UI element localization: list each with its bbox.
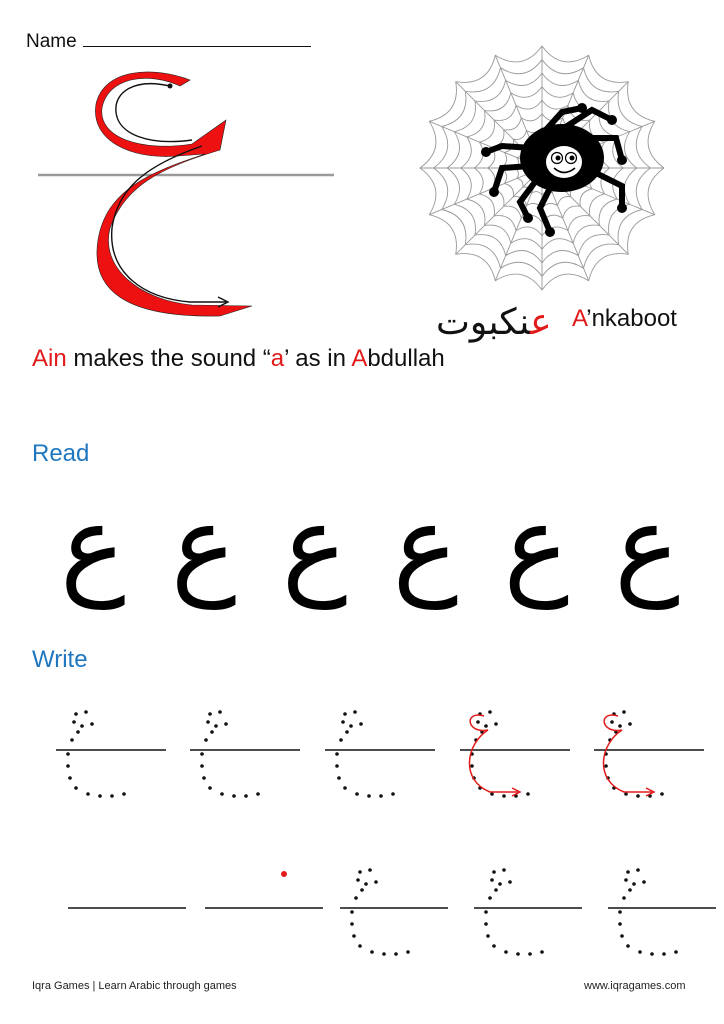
trace-dot xyxy=(540,950,544,954)
trace-dot xyxy=(508,880,512,884)
trace-dot xyxy=(339,738,343,742)
trace-dot xyxy=(488,896,492,900)
trace-dot xyxy=(110,794,114,798)
trace-dot xyxy=(488,710,492,714)
trace-dot xyxy=(350,910,354,914)
trace-dot xyxy=(220,792,224,796)
trace-dot xyxy=(618,922,622,926)
trace-dot xyxy=(80,724,84,728)
example-name-first: A xyxy=(351,345,368,372)
example-name-rest: bdullah xyxy=(367,345,445,372)
trace-dot xyxy=(359,722,363,726)
trace-dot xyxy=(662,952,666,956)
trace-dot xyxy=(244,794,248,798)
trace-dot xyxy=(650,952,654,956)
hero-letter-ain xyxy=(30,68,340,328)
footer-website-link[interactable]: www.iqragames.com xyxy=(584,980,686,992)
trace-dot xyxy=(66,752,70,756)
trace-dot xyxy=(335,764,339,768)
trace-dot xyxy=(636,794,640,798)
trace-dot xyxy=(604,764,608,768)
trace-dot xyxy=(368,868,372,872)
footer-credit: Iqra Games | Learn Arabic through games xyxy=(32,980,237,992)
trace-guide-stroke xyxy=(469,715,518,792)
trace-dot xyxy=(406,950,410,954)
trace-dot xyxy=(232,794,236,798)
trace-dot xyxy=(370,950,374,954)
read-letter: ع xyxy=(170,481,237,609)
example-word-latin-rest: ’nkaboot xyxy=(586,305,677,332)
trace-dot xyxy=(200,752,204,756)
trace-dot xyxy=(660,792,664,796)
example-word-rest: نكبوت xyxy=(436,302,531,343)
read-letter: ع xyxy=(281,481,348,609)
trace-dot xyxy=(484,724,488,728)
trace-dot xyxy=(486,934,490,938)
trace-dot xyxy=(345,730,349,734)
hero-letter-shape xyxy=(95,72,252,316)
read-letters-row xyxy=(60,481,680,609)
trace-dot xyxy=(476,720,480,724)
trace-dot xyxy=(620,934,624,938)
trace-dot xyxy=(335,752,339,756)
trace-dot xyxy=(638,950,642,954)
trace-dot xyxy=(204,738,208,742)
trace-dot xyxy=(516,952,520,956)
trace-guide-stroke xyxy=(603,715,652,792)
trace-dot xyxy=(354,896,358,900)
trace-dot xyxy=(360,888,364,892)
spider-web-icon xyxy=(416,42,668,294)
letter-name: Ain xyxy=(32,345,67,372)
read-heading: Read xyxy=(32,440,90,467)
trace-dot xyxy=(528,952,532,956)
trace-dot xyxy=(642,880,646,884)
read-letter: ع xyxy=(60,481,126,609)
trace-dot xyxy=(504,950,508,954)
trace-dot xyxy=(90,722,94,726)
trace-dot xyxy=(122,792,126,796)
trace-dot xyxy=(355,792,359,796)
trace-dot xyxy=(379,794,383,798)
example-word-first-letter: ع xyxy=(530,302,552,343)
trace-dot xyxy=(624,878,628,882)
trace-dot xyxy=(628,722,632,726)
trace-dot xyxy=(343,786,347,790)
name-field[interactable] xyxy=(26,28,311,53)
trace-dot xyxy=(492,870,496,874)
trace-dot xyxy=(214,724,218,728)
read-letter: ع xyxy=(614,481,680,609)
example-word-latin-first: A xyxy=(572,305,587,332)
read-letter: ع xyxy=(392,481,459,609)
trace-dot xyxy=(70,738,74,742)
sound-text-2: ’ as in xyxy=(284,345,352,372)
name-blank-line[interactable] xyxy=(83,28,311,47)
trace-dot xyxy=(202,776,206,780)
trace-dot xyxy=(636,868,640,872)
trace-dot xyxy=(632,882,636,886)
trace-dot xyxy=(218,710,222,714)
trace-dot xyxy=(356,878,360,882)
trace-dot xyxy=(68,776,72,780)
trace-dot xyxy=(76,730,80,734)
trace-dot xyxy=(66,764,70,768)
trace-dot xyxy=(86,792,90,796)
spider-icon xyxy=(481,103,627,237)
trace-dot xyxy=(490,878,494,882)
trace-dot xyxy=(224,722,228,726)
trace-dot xyxy=(358,870,362,874)
trace-dot xyxy=(470,764,474,768)
trace-dot xyxy=(200,764,204,768)
trace-dot xyxy=(498,882,502,886)
trace-dot xyxy=(502,868,506,872)
trace-dot xyxy=(484,922,488,926)
trace-dot xyxy=(84,710,88,714)
trace-dot xyxy=(502,794,506,798)
trace-dot xyxy=(674,950,678,954)
trace-dot xyxy=(526,792,530,796)
trace-dot xyxy=(352,934,356,938)
trace-dot xyxy=(494,888,498,892)
trace-dot xyxy=(208,712,212,716)
trace-dot xyxy=(72,720,76,724)
name-label: Name xyxy=(26,31,77,52)
trace-dot xyxy=(484,910,488,914)
trace-dot xyxy=(364,882,368,886)
example-word-latin xyxy=(572,305,677,333)
trace-dot xyxy=(74,712,78,716)
trace-dot xyxy=(341,720,345,724)
sound-sentence xyxy=(32,345,445,373)
read-letter: ع xyxy=(503,481,570,609)
trace-dot xyxy=(394,952,398,956)
trace-dot xyxy=(391,792,395,796)
trace-dot xyxy=(353,710,357,714)
trace-dot xyxy=(626,944,630,948)
trace-dot xyxy=(492,944,496,948)
trace-dot xyxy=(626,870,630,874)
write-practice-area[interactable] xyxy=(0,690,724,970)
sound-text-1: makes the sound “ xyxy=(66,345,271,372)
trace-dot xyxy=(367,794,371,798)
trace-dot xyxy=(610,720,614,724)
trace-dot xyxy=(337,776,341,780)
trace-dot xyxy=(210,730,214,734)
trace-dot xyxy=(206,720,210,724)
trace-dot xyxy=(382,952,386,956)
trace-dot xyxy=(622,896,626,900)
trace-dot xyxy=(256,792,260,796)
trace-dot xyxy=(622,710,626,714)
trace-dot xyxy=(494,722,498,726)
write-heading: Write xyxy=(32,646,88,673)
example-word-arabic xyxy=(436,302,552,343)
start-point-marker xyxy=(281,871,287,877)
sound-letter: a xyxy=(270,345,285,372)
trace-dot xyxy=(74,786,78,790)
trace-dot xyxy=(343,712,347,716)
trace-dot xyxy=(358,944,362,948)
trace-dot xyxy=(618,724,622,728)
trace-dot xyxy=(349,724,353,728)
trace-dot xyxy=(618,910,622,914)
trace-dot xyxy=(374,880,378,884)
trace-dot xyxy=(628,888,632,892)
trace-dot xyxy=(350,922,354,926)
trace-dot xyxy=(208,786,212,790)
trace-dot xyxy=(98,794,102,798)
